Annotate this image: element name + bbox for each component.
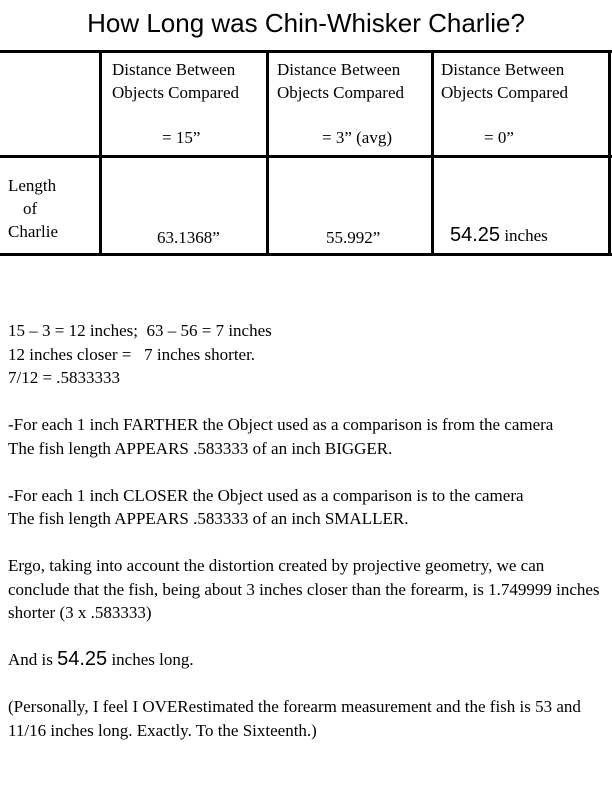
row-label <box>8 174 98 243</box>
column-header-1-line1: Distance Between <box>112 60 236 79</box>
table-bottom-border <box>0 253 612 256</box>
column-header-2-line1: Distance Between <box>277 60 401 79</box>
column-header-3-value: = 0” <box>484 128 514 147</box>
page-title: How Long was Chin-Whisker Charlie? <box>87 8 525 38</box>
row-label-line2: of <box>23 199 38 218</box>
closer-rule: -For each 1 inch CLOSER the Object used as a comparison is to the camera <box>8 485 524 505</box>
table-divider-1 <box>99 51 102 255</box>
final-length-prefix: And is <box>8 650 58 669</box>
table-top-border <box>0 50 612 53</box>
table-middle-border <box>0 155 612 158</box>
final-length-number: 54.25 <box>57 648 108 670</box>
row-label-line3: Charlie <box>8 222 59 241</box>
column-header-1-value: = 15” <box>162 128 201 147</box>
column-header-2-value: = 3” (avg) <box>322 128 393 147</box>
row-value-1: 63.1368” <box>157 228 220 247</box>
conclusion-paragraph: Ergo, taking into account the distortion created by projective geometry, we can conclude that the fish, being about 3 inches closer than the forearm, is 1.749999 inches shorter (3 x .583333) <box>8 556 604 622</box>
column-header-3 <box>441 58 606 149</box>
explanation-text <box>8 319 608 742</box>
column-header-2 <box>277 58 431 149</box>
calc-line-2: 12 inches closer = 7 inches shorter. <box>8 344 256 364</box>
farther-result: The fish length APPEARS .583333 of an inch BIGGER. <box>8 438 393 458</box>
table-divider-4 <box>608 51 611 255</box>
row-value-2: 55.992” <box>326 228 381 247</box>
row-value-3 <box>450 224 548 247</box>
calc-line-1: 15 – 3 = 12 inches; 63 – 56 = 7 inches <box>8 321 272 340</box>
column-header-1-line2: Objects Compared <box>112 83 239 102</box>
row-value-3-number: 54.25 <box>450 224 501 246</box>
final-length-line <box>8 648 608 672</box>
column-header-3-line1: Distance Between <box>441 60 565 79</box>
farther-rule: -For each 1 inch FARTHER the Object used as a comparison is from the camera <box>8 415 554 434</box>
column-header-1 <box>112 58 266 149</box>
personal-note: (Personally, I feel I OVERestimated the forearm measurement and the fish is 53 and 11/16 inches long. Exactly. To the Sixteenth.) <box>8 697 586 740</box>
row-label-line1: Length <box>8 176 57 195</box>
closer-result: The fish length APPEARS .583333 of an inch SMALLER. <box>8 509 409 528</box>
table-divider-2 <box>266 51 269 255</box>
column-header-2-line2: Objects Compared <box>277 83 404 102</box>
row-value-3-unit: inches <box>500 226 548 245</box>
calc-line-3: 7/12 = .5833333 <box>8 368 121 387</box>
column-header-3-line2: Objects Compared <box>441 83 568 102</box>
final-length-suffix: inches long. <box>107 650 194 669</box>
table-divider-3 <box>431 51 434 255</box>
